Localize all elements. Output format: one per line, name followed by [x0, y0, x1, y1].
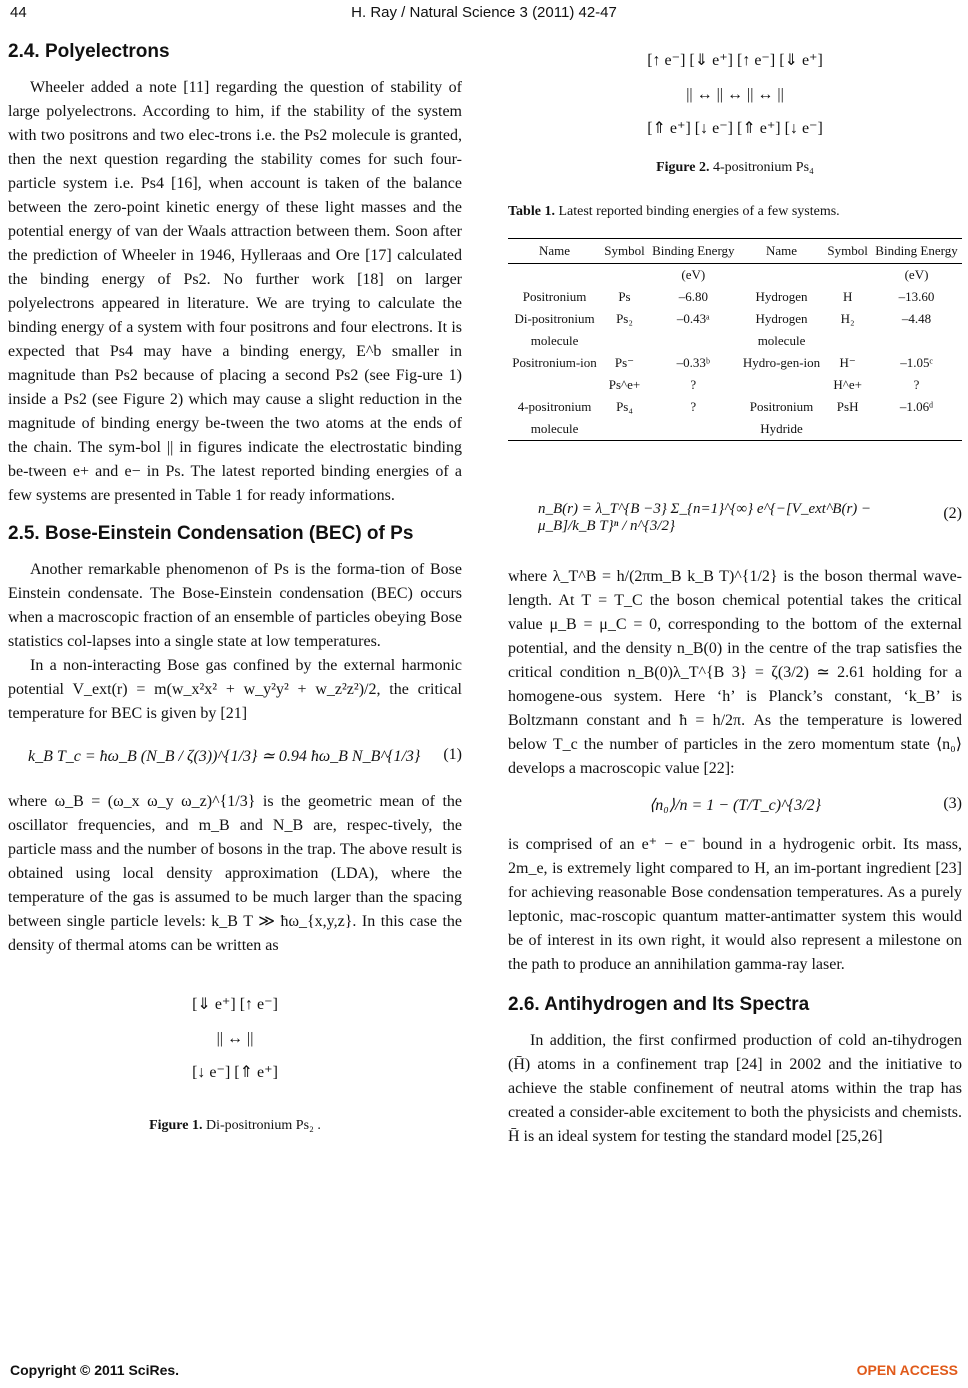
- table-cell: [601, 418, 648, 441]
- table-cell: [824, 418, 871, 441]
- figure-1-line: [↓ e⁻] [⇑ e⁺]: [192, 1064, 278, 1081]
- table-1-caption-text: Latest reported binding energies of a few systems.: [558, 204, 840, 219]
- table-cell: –4.48: [901, 311, 932, 326]
- open-access-label: OPEN ACCESS: [856, 1362, 958, 1378]
- figure-1-line: [⇓ e⁺] [↑ e⁻]: [192, 996, 278, 1013]
- table-cell: Ps₄: [616, 399, 633, 414]
- table-cell: [739, 374, 824, 396]
- table-cell: –0.43ᵃ: [676, 311, 710, 326]
- table-cell: molecule: [508, 418, 601, 441]
- equation-1-number: (1): [443, 746, 462, 763]
- table-cell: ?: [690, 377, 697, 392]
- table-cell: (eV): [904, 267, 929, 282]
- running-header: [10, 4, 958, 28]
- table-row: [508, 352, 962, 374]
- table-header-cell: Symbol: [601, 239, 648, 264]
- table-row: [508, 330, 962, 352]
- table-cell: Ps⁻: [614, 355, 635, 370]
- table-row: [508, 264, 962, 287]
- table-row: [508, 308, 962, 330]
- table-row: [508, 286, 962, 308]
- table-row: [508, 418, 962, 441]
- figure-2-line: [⇑ e⁺] [↓ e⁻] [⇑ e⁺] [↓ e⁻]: [647, 120, 823, 137]
- table-cell: –6.80: [678, 289, 708, 304]
- table-cell: [824, 264, 871, 287]
- table-cell: –13.60: [898, 289, 935, 304]
- table-cell: –1.06ᵈ: [899, 399, 934, 414]
- table-cell: Positronium: [749, 399, 814, 414]
- table-cell: Hydro-gen-ion: [742, 355, 821, 370]
- copyright-notice: Copyright © 2011 SciRes.: [10, 1362, 180, 1378]
- table-cell: [739, 264, 824, 287]
- table-cell: Ps₂: [616, 311, 633, 326]
- table-cell: [601, 264, 648, 287]
- table-cell: –0.33ᵇ: [676, 355, 710, 370]
- table-1-caption-label: Table 1.: [508, 204, 555, 219]
- running-title: H. Ray / Natural Science 3 (2011) 42-47: [351, 4, 617, 21]
- table-cell: [824, 330, 871, 352]
- section-2-4-paragraph: Wheeler added a note [11] regarding the question of stability of large polyelectrons. According to him, if the stability of the system with two positrons and two elec-trons i.e. the Ps2 molecule is granted, then the next question regarding the stability comes for such four-particle system i.e. Ps4 [16], when account is taken of the balance between the zero-point kinetic energy of these light masses and the potential energy of van der Waals attraction between them. Soon after the prediction of Wheeler in 1946, Hylleraas and Ore [17] calculated the binding energy of Ps2. No further work [18] on larger polyelectrons appeared in literature. We are trying to calculate the binding energy of a system with four positrons and four electrons. It is expected that Ps4 may have a binding energy, E^b smaller in magnitude than Ps2 because of placing a second Ps2 (see Fig-ure 1) inside a Ps2 (see Figure 2) which may cause a slight reduction in the magnitude of binding energy be-tween the two atoms at the ends of the chain. The sym-bol || in figures indicate the electrostatic binding be-tween e+ and e− in Ps. The latest reported binding energies of a few systems are presented in Table 1 for ready informations.: [8, 79, 462, 504]
- section-2-5-paragraph-2: In a non-interacting Bose gas confined by the external harmonic potential V_ext(r) = m(w_x²x² + w_y²y² + w_z²z²)/2, the critical temperature for BEC is given by [21]: [8, 657, 462, 722]
- table-cell: [601, 330, 648, 352]
- table-cell: Hydride: [739, 418, 824, 441]
- table-cell: [871, 330, 962, 352]
- table-cell: ?: [913, 377, 920, 392]
- section-2-6-title: 2.6. Antihydrogen and Its Spectra: [508, 994, 810, 1015]
- paragraph-comprised: is comprised of an e⁺ − e⁻ bound in a hydrogenic orbit. Its mass, 2m_e, is extremely light compared to H, an im-portant ingredient [23] for achieving reasonable Bose condensation temperatures. As a purely leptonic, mac-roscopic quantum matter-antimatter system this would be of interest in its own right, it would also represent a milestone on the path to produce an annihilation gamma-ray laser.: [508, 836, 962, 973]
- figure-1-line: || ↔ ||: [216, 1030, 254, 1047]
- table-cell: 4-positronium: [517, 399, 592, 414]
- section-2-6-paragraph: In addition, the first confirmed production of cold an-tihydrogen (H̄) atoms in a confinement trap [24] in 2002 and the initiative to achieve the stable confinement of neutral atoms within the trap has created a consider-able excitement to both the physicists and chemists. H̄ is an ideal system for testing the standard model [25,26]: [508, 1032, 962, 1145]
- figure-2-line: || ↔ || ↔ || ↔ ||: [686, 86, 784, 103]
- equation-1: [8, 726, 462, 790]
- table-cell: PsH: [836, 399, 859, 414]
- table-cell: Ps^e+: [608, 377, 641, 392]
- table-cell: Positronium-ion: [512, 355, 597, 370]
- equation-3: [508, 781, 962, 833]
- figure-2-line: [↑ e⁻] [⇓ e⁺] [↑ e⁻] [⇓ e⁺]: [647, 52, 823, 69]
- table-header-row: [508, 239, 962, 264]
- section-2-5-paragraph-3: where ω_B = (ω_x ω_y ω_z)^{1/3} is the geometric mean of the oscillator frequencies, and m_B and N_B are, respec-tively, the particle mass and the number of bosons in the trap. The above result is obtained using local density approximation (LDA), where the temperature of the gas is assumed to be much larger than the spacing between single particle levels: k_B T ≫ ħω_{x,y,z}. In this case the density of thermal atoms can be written as: [8, 793, 462, 954]
- table-cell: ?: [690, 399, 697, 414]
- table-header-cell: Symbol: [824, 239, 871, 264]
- right-column: [508, 40, 962, 1149]
- table-cell: Di-positronium: [514, 311, 595, 326]
- table-cell: Hydrogen: [755, 289, 808, 304]
- table-cell: molecule: [530, 333, 579, 348]
- equation-2: [508, 465, 962, 565]
- table-cell: H^e+: [833, 377, 862, 392]
- table-header-cell: Binding Energy: [871, 239, 962, 264]
- table-cell: –1.05ᶜ: [900, 355, 933, 370]
- equation-3-number: (3): [943, 795, 962, 812]
- figure-1: [8, 988, 462, 1090]
- table-cell: H₂: [840, 311, 855, 326]
- table-cell: [508, 374, 601, 396]
- section-2-5-paragraph-1: Another remarkable phenomenon of Ps is the forma-tion of Bose Einstein condensate. The Bose-Einstein condensation (BEC) occurs when a macroscopic fraction of an ensemble of particles obeying Bose statistics col-lapses into a single state at low temperatures.: [8, 561, 462, 650]
- table-cell: [508, 264, 601, 287]
- table-header-cell: Binding Energy: [648, 239, 739, 264]
- equation-2-body: n_B(r) = λ_T^{B −3} Σ_{n=1}^{∞} e^{−[V_ext^B(r) − μ_B]/k_B T}ⁿ / n^{3/2}: [538, 501, 872, 534]
- table-cell: [648, 418, 739, 441]
- table-header-cell: Name: [508, 239, 601, 264]
- table-cell: Positronium: [522, 289, 587, 304]
- table-cell: (eV): [681, 267, 706, 282]
- table-cell: molecule: [757, 333, 806, 348]
- section-2-4-title: 2.4. Polyelectrons: [8, 41, 170, 62]
- figure-1-caption-label: Figure 1.: [149, 1118, 203, 1133]
- figure-1-caption: [8, 1118, 462, 1134]
- table-cell: [871, 418, 962, 441]
- page-number: 44: [10, 4, 27, 21]
- equation-2-number: (2): [943, 505, 962, 522]
- table-row: [508, 396, 962, 418]
- figure-2-caption-label: Figure 2.: [656, 160, 710, 175]
- section-2-5-title: 2.5. Bose-Einstein Condensation (BEC) of Ps: [8, 523, 414, 544]
- table-cell: Ps: [618, 289, 631, 304]
- figure-2: [508, 44, 962, 146]
- paragraph-where-lambda: where λ_T^B = h/(2πm_B k_B T)^{1/2} is the boson thermal wave-length. At T = T_C the boson chemical potential takes the critical value μ_B = μ_C = 0, corresponding to the bottom of the external potential, and the density n_B(0) in the centre of the trap satisfies the critical condition n_B(0)λ_T^{B 3} = ζ(3/2) ≃ 2.61 holding for a homogene-ous system. Here ‘h’ is Planck’s constant, ‘k_B’ is Boltzmann constant and ħ = h/2π. As the temperature is lowered below T_c the number of particles in the zero momentum state ⟨n₀⟩ develops a macroscopic value [22]:: [508, 568, 962, 777]
- page-footer: [10, 1362, 958, 1382]
- table-cell: [648, 330, 739, 352]
- figure-1-caption-text: Di-positronium Ps₂ .: [205, 1118, 321, 1133]
- table-cell: Hydrogen: [755, 311, 808, 326]
- left-column: [8, 40, 462, 1134]
- table-1-caption: [508, 204, 962, 220]
- table-cell: H: [842, 289, 853, 304]
- equation-1-body: k_B T_c = ħω_B (N_B / ζ(3))^{1/3} ≃ 0.94 ħω_B N_B^{1/3}: [28, 748, 421, 765]
- table-cell: H⁻: [839, 355, 856, 370]
- equation-3-body: ⟨n₀⟩/n = 1 − (T/T_c)^{3/2}: [648, 797, 822, 814]
- table-row: [508, 374, 962, 396]
- table-header-cell: Name: [739, 239, 824, 264]
- figure-2-caption-text: 4-positronium Ps₄: [712, 160, 814, 175]
- figure-2-caption: [508, 160, 962, 176]
- table-1: [508, 238, 962, 441]
